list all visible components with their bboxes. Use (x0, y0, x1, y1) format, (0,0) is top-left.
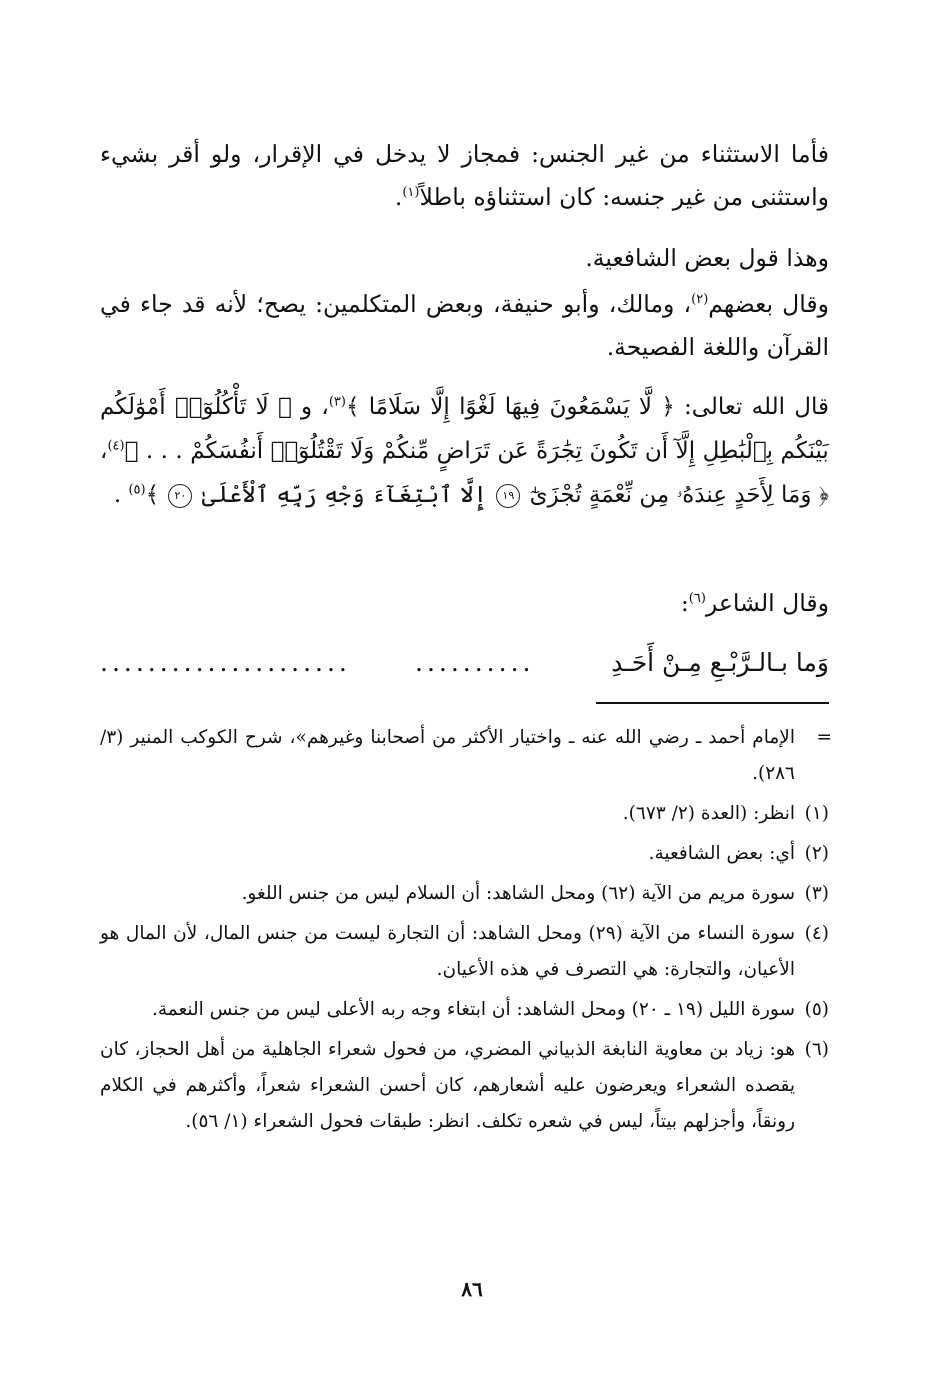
quran-verse: ﴿ لَا تَأْكُلُوٓا۟ أَمْوَٰلَكُم بَيْنَكُم بِٱلْبَٰطِلِ إِلَّآ أَن تَكُونَ تِجَٰرَةً عَن تَرَاضٍ مِّنكُمْ وَلَا تَقْتُلُوٓا۟ أَنفُسَكُمْ . . . ﴾ (100, 394, 829, 464)
footnote-number: = (816, 727, 832, 748)
footnote-ref: (٦) (688, 591, 706, 607)
punctuation: . (113, 482, 122, 508)
paragraph-other-opinions (100, 283, 829, 369)
footnote-item (100, 796, 829, 832)
footnote-item (100, 992, 829, 1028)
footnote-number: (١) (804, 803, 829, 824)
footnote-text: أي: بعض الشافعية. (648, 843, 795, 864)
quran-verse: ﴿ لَّا يَسْمَعُونَ فِيهَا لَغْوًا إِلَّا سَلَامًا ﴾ (345, 394, 675, 420)
footnotes-section (100, 720, 832, 1144)
footnote-text: سورة مريم من الآية (٦٢) ومحل الشاهد: أن السلام ليس من جنس اللغو. (241, 883, 795, 904)
quran-bracket: ﴾ (145, 482, 160, 508)
paragraph-text: وقال بعضهم (708, 290, 829, 318)
paragraph-exception-other-kind (100, 133, 829, 219)
footnote-number: (٢) (804, 843, 829, 864)
quran-verse: ﴿ وَمَا لِأَحَدٍ عِندَهُۥ مِن نِّعْمَةٍ تُجْزَىٰٓ (529, 482, 829, 508)
footnote-number: (٥) (804, 999, 829, 1020)
footnote-number: (٦) (804, 1039, 829, 1060)
footnote-ref: (٤) (107, 438, 125, 454)
footnote-item (100, 1032, 829, 1140)
punctuation: ، (100, 438, 108, 464)
footnote-text: انظر: (العدة (٢/ ٦٧٣). (622, 803, 795, 824)
paragraph-text: فأما الاستثناء من غير الجنس: فمجاز لا يدخل في الإقرار، ولو أقر بشيء واستثنى من غير جنسه: كان استثناؤه باطلاً (100, 140, 829, 211)
footnote-text: هو: زياد بن معاوية النابغة الذبياني المضري، من فحول شعراء الجاهلية من أهل الحجاز، كان يقصده الشعراء ويعرضون عليه أشعارهم، كان أحسن الشعراء شعراً، وأكثرهم في الكلام رونقاً، وأجزلهم بيتاً، ليس في شعره تكلف. انظر: طبقات فحول الشعراء (١/ ٥٦). (100, 1039, 795, 1132)
quran-verse: إِلَّا ٱبْتِغَآءَ وَجْهِ رَبِّهِ ٱلْأَعْلَىٰ (201, 482, 488, 508)
footnote-ref: (٢) (691, 292, 709, 308)
footnote-ref: (١) (402, 185, 420, 201)
footnote-number: (٤) (804, 923, 829, 944)
paragraph-text: ، ومالك، وأبو حنيفة، وبعض المتكلمين: يصح؛ لأنه قد جاء في القرآن واللغة الفصيحة. (100, 290, 829, 361)
paragraph-text: وهذا قول بعض الشافعية. (585, 244, 829, 272)
verse-end-marker: ٢٠ (168, 484, 192, 508)
footnote-item (100, 836, 829, 872)
paragraph-text: ، و (301, 394, 329, 420)
paragraph-poet-intro (100, 582, 829, 625)
paragraph-text: وقال الشاعر (705, 589, 829, 617)
footnote-ref: (٥) (128, 482, 146, 498)
footnote-text: الإمام أحمد ـ رضي الله عنه ـ واختيار الأكثر من أصحابنا وغيرهم»، شرح الكوكب المنير (٣/ ٢٨٦). (100, 727, 795, 784)
paragraph-text: قال الله تعالى: (683, 394, 829, 420)
footnote-separator (596, 702, 829, 704)
footnote-ref: (٣) (328, 394, 346, 410)
footnote-text: سورة النساء من الآية (٢٩) ومحل الشاهد: أن التجارة ليست من جنس المال، لأن المال هو الأعيان، والتجارة: هي التصرف في هذه الأعيان. (100, 923, 795, 980)
poetry-ellipsis: .......... (415, 648, 535, 677)
footnote-item (100, 916, 829, 988)
footnote-item (100, 876, 829, 912)
footnote-item (100, 720, 832, 792)
punctuation: . (394, 183, 403, 211)
footnote-number: (٣) (804, 883, 829, 904)
paragraph-shafii-opinion (100, 237, 829, 280)
footnote-text: سورة الليل (١٩ ـ ٢٠) ومحل الشاهد: أن ابتغاء وجه ربه الأعلى ليس من جنس النعمة. (151, 999, 795, 1020)
poetry-hemistich: وَما بـالـرَّبْـعِ مِـنْ أَحَـدِ (611, 648, 829, 677)
paragraph-quran-evidence (100, 385, 829, 517)
punctuation: : (680, 589, 689, 617)
poetry-verse (100, 638, 829, 688)
verse-end-marker: ١٩ (496, 484, 520, 508)
page-number: ٨٦ (461, 1277, 483, 1301)
poetry-ellipsis: ..................... (100, 648, 351, 677)
